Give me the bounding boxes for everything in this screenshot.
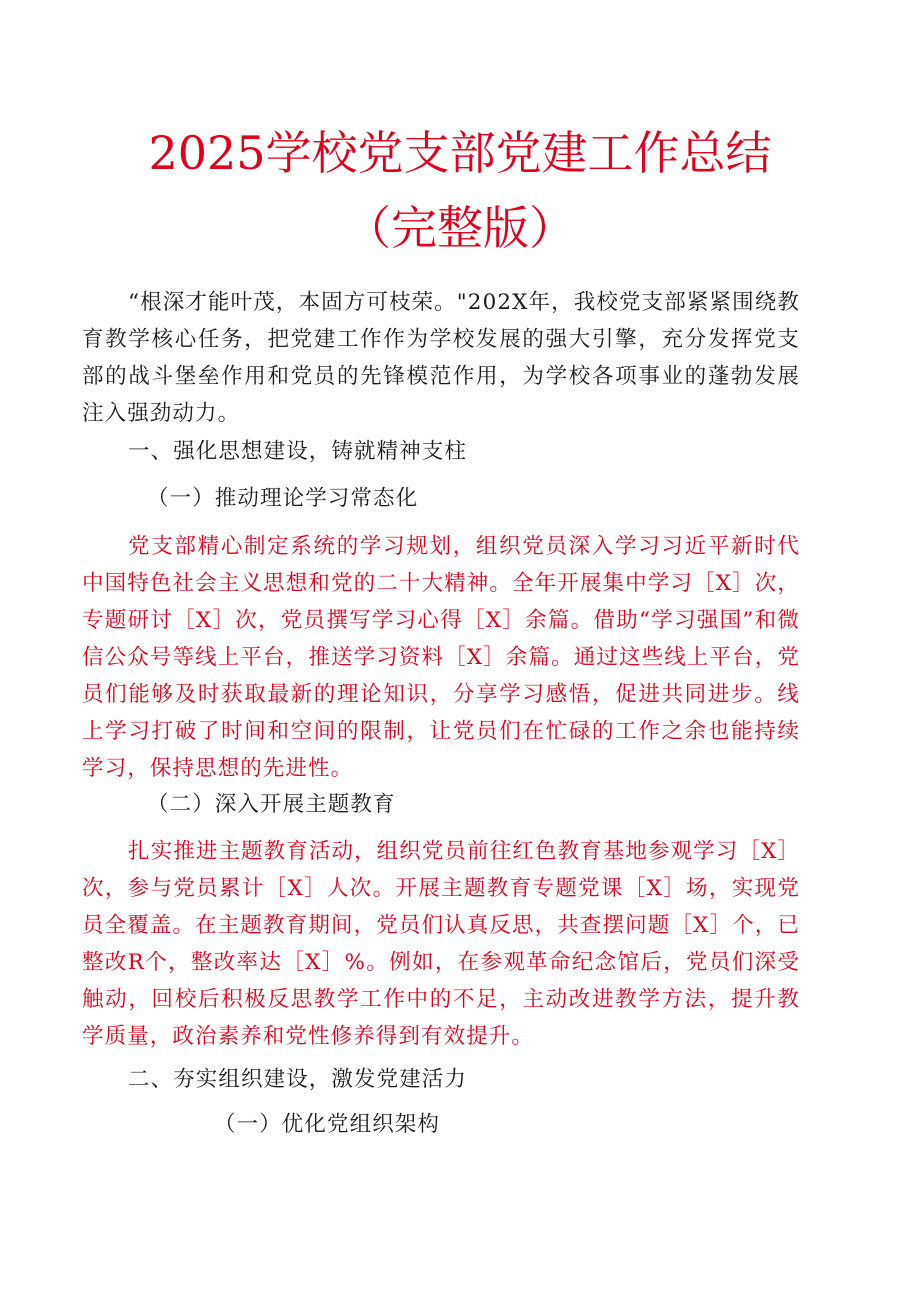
body-paragraph-1-2: 扎实推进主题教育活动，组织党员前往红色教育基地参观学习［X］次，参与党员累计［X］人次。开展主题教育专题党课［X］场，实现党员全覆盖。在主题教育期间，党员们认真反思，共查摆问题［X］个，已整改R个，整改率达［X］%。例如，在参观革命纪念馆后，党员们深受触动，回校后积极反思教学工作中的不足，主动改进教学方法，提升教学质量，政治素养和党性修养得到有效提升。 xyxy=(82,839,800,1049)
intro-paragraph: “根深才能叶茂，本固方可枝荣。"202X年，我校党支部紧紧围绕教育教学核心任务，把党建工作作为学校发展的强大引擎，充分发挥党支部的战斗堡垒作用和党员的先锋模范作用，为学校各项事业的蓬勃发展注入强劲动力。 xyxy=(82,290,800,426)
document-title-subtitle: （完整版） xyxy=(345,201,575,255)
body-paragraph-1-1: 党支部精心制定系统的学习规划，组织党员深入学习习近平新时代中国特色社会主义思想和党的二十大精神。全年开展集中学习［X］次，专题研讨［X］次，党员撰写学习心得［X］余篇。借助“学习强国”和微信公众号等线上平台，推送学习资料［X］余篇。通过这些线上平台，党员们能够及时获取最新的理论知识，分享学习感悟，促进共同进步。线上学习打破了时间和空间的限制，让党员们在忙碌的工作之余也能持续学习，保持思想的先进性。 xyxy=(82,534,800,781)
section-heading-2: 二、夯实组织建设，激发党建活力 xyxy=(128,1067,468,1092)
subsection-heading-1-1: （一）推动理论学习常态化 xyxy=(147,486,419,511)
subsection-heading-1-2: （二）深入开展主题教育 xyxy=(147,792,396,817)
document-title: 2025学校党支部党建工作总结 xyxy=(148,126,772,180)
section-heading-1: 一、强化思想建设，铸就精神支柱 xyxy=(128,439,468,464)
subsection-heading-2-1: （一）优化党组织架构 xyxy=(214,1112,441,1137)
